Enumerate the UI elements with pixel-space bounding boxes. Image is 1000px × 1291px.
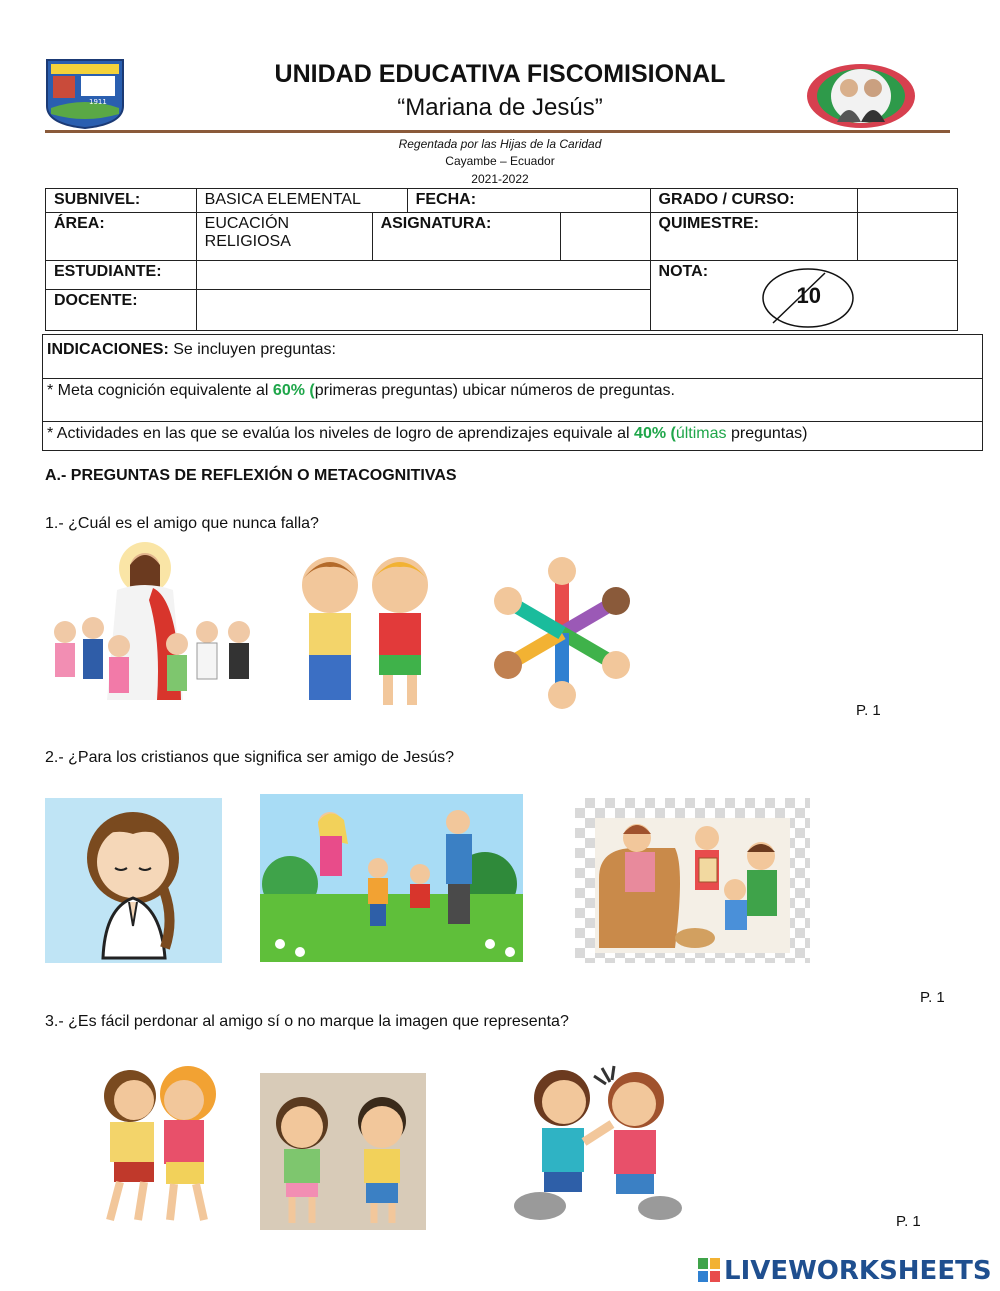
family-park-image[interactable] [260,794,523,962]
school-year: 2021-2022 [471,172,529,186]
header-rule [45,130,950,133]
regentada-text: Regentada por las Hijas de la Caridad [398,137,602,151]
grado-label: GRADO / CURSO: [650,189,858,213]
question-2: 2.- ¿Para los cristianos que significa ser amigo de Jesús? [45,749,455,766]
family-reading-bible-image[interactable] [575,798,810,963]
fecha-label: FECHA: [407,189,650,213]
location-text: Cayambe – Ecuador [445,154,555,168]
subnivel-label: SUBNIVEL: [46,189,197,213]
jesus-with-children-image[interactable] [45,540,265,715]
estudiante-label: ESTUDIANTE: [46,261,197,290]
student-info-table [45,188,958,331]
docente-label: DOCENTE: [46,290,197,331]
page-ref-2: P. 1 [920,989,945,1006]
boys-fighting-image[interactable] [510,1058,685,1228]
docente-field[interactable] [196,290,650,331]
nota-cell [650,261,957,331]
percent-60: 60% ( [272,382,315,399]
indicaciones-row [42,334,983,379]
indicaciones-line-1: * Meta cognición equivalente al 60% (primeras preguntas) ubicar números de preguntas. [42,378,983,422]
indicaciones-label: INDICACIONES: [47,341,169,358]
asignatura-label: ASIGNATURA: [372,213,561,261]
liveworksheets-logo[interactable]: LIVEWORKSHEETS [724,1256,992,1286]
children-hugging-image[interactable] [80,1062,240,1225]
grade-circle [761,267,855,329]
estudiante-field[interactable] [196,261,650,290]
school-subtitle: “Mariana de Jesús” [397,94,603,121]
angry-children-image[interactable] [260,1073,426,1230]
question-3: 3.- ¿Es fácil perdonar al amigo sí o no marque la imagen que representa? [45,1013,569,1030]
indicaciones-line-2: * Actividades en las que se evalúa los niveles de logro de aprendizajes equivale al 40% (últimas preguntas) [42,421,983,451]
page-ref-3: P. 1 [896,1213,921,1230]
liveworksheets-badge-icon [698,1258,720,1282]
section-title: A.- PREGUNTAS DE REFLEXIÓN O METACOGNITIVAS [45,467,457,484]
quimestre-field[interactable] [858,213,958,261]
area-value: EUCACIÓN RELIGIOSA [196,213,372,261]
page-ref-1: P. 1 [856,702,881,719]
grade-total: 10 [796,283,822,308]
children-circle-image[interactable] [490,555,635,710]
indicaciones-text: Se incluyen preguntas: [168,341,336,358]
nota-label: NOTA: [658,263,709,280]
subnivel-value: BASICA ELEMENTAL [196,189,407,213]
founders-seal [805,62,917,130]
school-name: UNIDAD EDUCATIVA FISCOMISIONAL [274,60,726,88]
praying-girl-image[interactable] [45,798,222,963]
svg-text:1911: 1911 [89,98,107,106]
quimestre-label: QUIMESTRE: [650,213,858,261]
two-boys-friends-image[interactable] [285,545,445,715]
grado-field[interactable] [858,189,958,213]
asignatura-field[interactable] [561,213,650,261]
percent-40: 40% ( [634,425,676,442]
question-1: 1.- ¿Cuál es el amigo que nunca falla? [45,515,319,532]
area-label: ÁREA: [46,213,197,261]
